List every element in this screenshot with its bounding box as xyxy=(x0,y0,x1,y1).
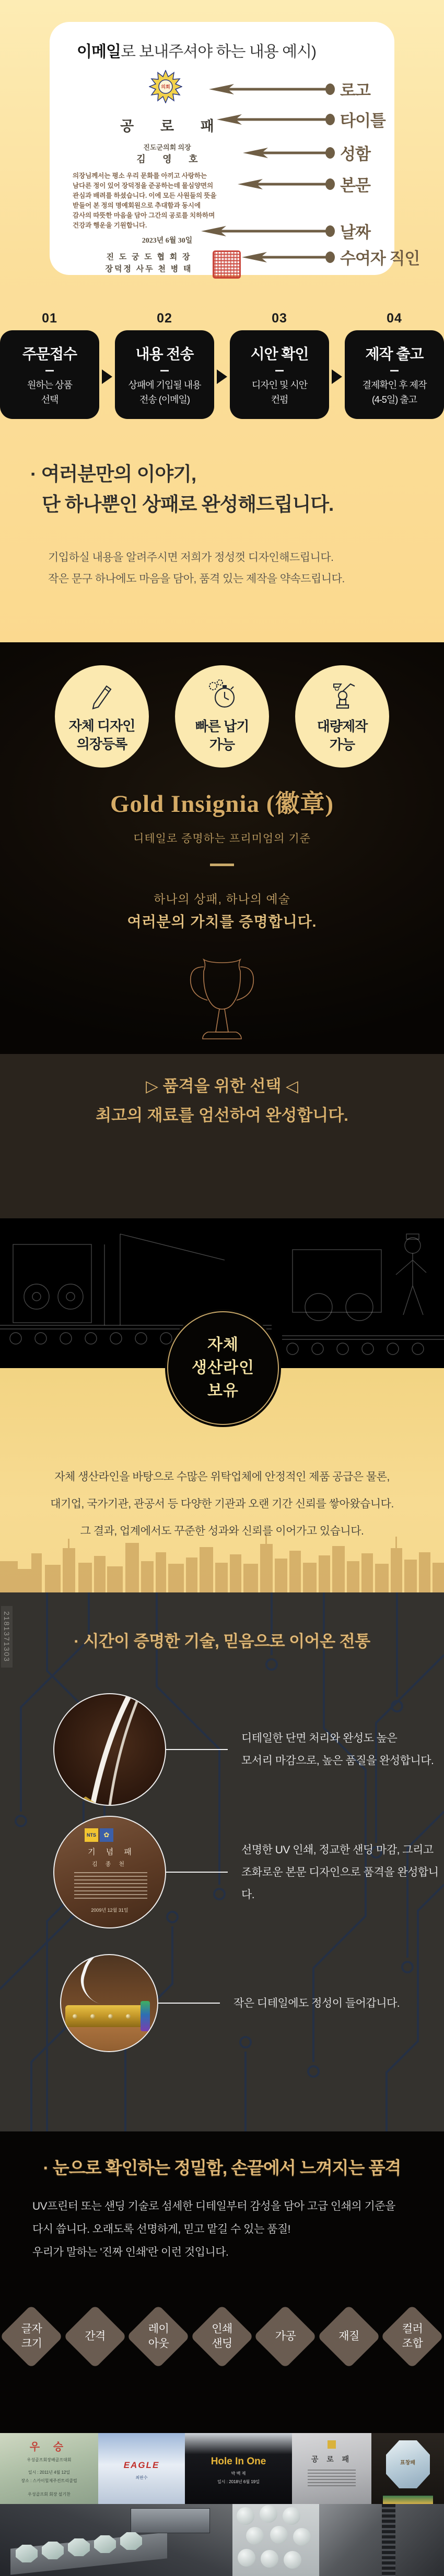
diamond-label: 글자 xyxy=(21,2323,42,2335)
machine-photo-row xyxy=(0,2504,444,2576)
hero-tagline2: 여러분의 가치를 증명합니다. xyxy=(127,914,317,930)
step-arrow xyxy=(329,332,345,421)
diamond-layout xyxy=(127,2297,190,2376)
photo-text: EAGLE xyxy=(123,2460,160,2470)
tradition-heading: · 시간이 증명한 기술, 믿음으로 이어온 전통 xyxy=(74,1632,370,1650)
engraved-lines xyxy=(292,2467,371,2488)
diamond-processing xyxy=(254,2297,317,2376)
connector-line xyxy=(166,1872,228,1873)
step-number: 04 xyxy=(387,311,402,326)
step-number: 02 xyxy=(157,311,172,326)
feature-text-line: 모서리 마감으로, 높은 품질을 완성합니다. xyxy=(241,1755,434,1767)
feature-row-uv-print xyxy=(0,1816,444,1928)
photo-plaque-date: 2009년 12월 31일 xyxy=(91,1908,128,1913)
acrylic-disc xyxy=(270,2526,288,2544)
diamond-label: 샌딩 xyxy=(212,2338,232,2350)
feature-text-line: 선명한 UV 인쇄, 정교한 샌딩 마감, 그리고 xyxy=(241,1843,434,1856)
diamond-label: 인쇄 xyxy=(212,2323,232,2335)
acrylic-disc xyxy=(284,2551,301,2569)
feature-text-line: 조화로운 본문 디자인으로 품격을 완성합니다. xyxy=(241,1866,439,1901)
left-arrow-icon xyxy=(201,225,336,237)
photo-text: 장소 : 스카이힐제주컨트리클럽 xyxy=(21,2478,77,2483)
step-desc-line: 디자인 및 시안 xyxy=(251,380,308,390)
issuer-line1: 진 도 궁 도 협 회 장 xyxy=(106,253,192,261)
photo-cutting-machine xyxy=(319,2504,444,2576)
promise-body xyxy=(48,547,345,590)
annotation-label: 날짜 xyxy=(340,223,370,242)
diamond-font-size xyxy=(0,2297,63,2376)
step-desc xyxy=(363,378,427,407)
step-desc-line: 원하는 상품 xyxy=(27,380,72,390)
quality-body-line: 다시 씁니다. 오래도록 선명하게, 믿고 맡길 수 있는 품질! xyxy=(32,2223,290,2235)
annotation-label: 성함 xyxy=(340,145,370,163)
plaque-body-line: 받들어 본 정의 명예회원으로 추대함과 동시에 xyxy=(73,202,201,209)
photo-eagle-crystal xyxy=(98,2433,185,2504)
step-1 xyxy=(0,311,99,419)
quality-body-line: 우리가 말하는 '진짜 인쇄'란 이런 것입니다. xyxy=(32,2246,229,2258)
production-section xyxy=(0,1218,444,1592)
quality-section xyxy=(0,2131,444,2576)
photo-uv-printer xyxy=(0,2504,232,2576)
step-divider xyxy=(390,370,399,372)
step-title: 주문접수 xyxy=(22,346,77,362)
step-number: 03 xyxy=(272,311,287,326)
card-title-bold: 이메일 xyxy=(77,43,121,61)
issuer-line2: 장덕정 사두 천 병 태 xyxy=(105,265,193,273)
left-arrow-icon xyxy=(238,178,336,190)
photo-text: 우성골프회 회장 설기찬 xyxy=(28,2492,71,2497)
photo-text: 우성골프회장배골프대회 xyxy=(27,2458,72,2462)
annotation-label: 타이틀 xyxy=(340,112,385,130)
plaque-recipient-name: 김 영 호 xyxy=(136,154,205,164)
promise-heading-line2: 단 하나뿐인 상패로 완성해드립니다. xyxy=(42,494,334,515)
production-badge xyxy=(167,1311,279,1425)
acrylic-disc xyxy=(237,2507,254,2525)
right-triangle-icon xyxy=(102,369,112,384)
badge-fast-delivery xyxy=(175,665,269,768)
annotation-stamp xyxy=(242,245,419,269)
diamond-print-sanding xyxy=(191,2297,254,2376)
step-desc-line: 결제확인 후 제작 xyxy=(362,380,427,390)
left-arrow-icon xyxy=(242,251,336,263)
plaque-logos xyxy=(85,1828,113,1842)
red-seal-stamp-icon xyxy=(213,250,241,279)
gold-base-photo xyxy=(60,1954,158,2052)
left-arrow-icon xyxy=(209,83,336,95)
stopwatch-gears-icon xyxy=(206,679,238,710)
rosette-center-text: 의회 xyxy=(161,84,170,90)
pencil-icon xyxy=(87,679,117,710)
annotation-body xyxy=(238,172,370,196)
step-card xyxy=(115,330,214,419)
step-desc xyxy=(252,378,307,407)
production-badge-line: 보유 xyxy=(207,1382,239,1399)
step-desc xyxy=(128,378,201,407)
photo-text: 공 로 패 xyxy=(311,2455,353,2463)
acrylic-disc xyxy=(246,2527,264,2545)
printer-head xyxy=(131,2508,210,2533)
product-photo-row xyxy=(0,2433,444,2504)
nts-logo: NTS xyxy=(85,1828,98,1842)
photo-metal-plaque xyxy=(292,2433,371,2504)
production-body-line: 그 결과, 업계에서도 꾸준한 성과와 신뢰를 이어가고 있습니다. xyxy=(80,1525,364,1537)
step-title: 제작 출고 xyxy=(365,346,424,362)
feature-row-edge-finish xyxy=(0,1693,444,1806)
glass-disc xyxy=(42,2542,64,2559)
feature-text xyxy=(241,1839,444,1906)
badge-label xyxy=(69,717,135,753)
step-desc-line: (4-5일) 출고 xyxy=(371,394,417,405)
badge-label-line: 자체 디자인 xyxy=(68,718,135,734)
left-arrow-icon xyxy=(243,147,336,159)
badge-label-line: 가능 xyxy=(209,737,235,752)
materials-line2: 최고의 재료를 엄선하여 완성합니다. xyxy=(96,1106,348,1124)
diamond-label: 레이 xyxy=(148,2323,169,2335)
production-body-line: 대기업, 국가기관, 관공서 등 다양한 기관과 오랜 기간 신뢰를 쌓아왔습니다. xyxy=(50,1498,394,1510)
photo-text: 표창패 xyxy=(400,2460,415,2466)
acrylic-disc xyxy=(260,2505,277,2523)
photo-hole-in-one xyxy=(185,2433,292,2504)
acrylic-disc xyxy=(261,2550,278,2568)
step-divider xyxy=(275,370,284,372)
badge-label xyxy=(317,717,367,754)
trophy-outline-icon xyxy=(178,955,266,1047)
diamond-label: 가공 xyxy=(275,2330,296,2342)
materials-section xyxy=(0,1054,444,1218)
step-arrow xyxy=(99,332,115,421)
card-title xyxy=(77,39,316,62)
email-guide-section xyxy=(0,0,444,642)
trophy-base xyxy=(383,2496,433,2504)
promise-body-line2: 작은 문구 하나에도 마음을 담아, 품격 있는 제작을 약속드립니다. xyxy=(48,573,345,585)
robot-arm-icon xyxy=(326,679,358,710)
gold-mark xyxy=(328,2440,336,2449)
diamond-label: 컬러 xyxy=(402,2323,423,2335)
badge-label-line: 의장등록 xyxy=(76,736,127,752)
annotation-name xyxy=(243,141,370,164)
right-triangle-icon xyxy=(217,369,227,384)
stock-watermark: 2181371303 xyxy=(1,1606,13,1668)
step-card xyxy=(0,330,99,419)
step-title: 시안 확인 xyxy=(250,346,309,362)
diamond-material xyxy=(318,2297,381,2376)
annotation-date xyxy=(201,219,370,243)
promise-heading-line1: · 여러분만의 이야기, xyxy=(30,463,196,485)
brand-subtitle: 디테일로 증명하는 프리미엄의 기준 xyxy=(133,833,311,845)
annotation-label: 수여자 직인 xyxy=(340,249,420,268)
plaque-title: 공 로 패 xyxy=(120,118,226,134)
photo-plaque-title: 기 념 패 xyxy=(88,1848,136,1856)
badge-label-line: 빠른 납기 xyxy=(195,718,249,734)
photo-text: 일시 : 2011년 4월 12일 xyxy=(28,2470,71,2475)
annotation-logo xyxy=(209,77,370,101)
connector-line xyxy=(166,1749,228,1750)
photo-text: 박 백 제 xyxy=(231,2471,246,2476)
quality-heading: · 눈으로 확인하는 정밀함, 손끝에서 느껴지는 품격 xyxy=(43,2158,401,2177)
production-badge-line: 생산라인 xyxy=(192,1359,254,1376)
edge-closeup-photo xyxy=(53,1693,166,1806)
quality-body-line: UV프린터 또는 샌딩 기술로 섬세한 디테일부터 감성을 담아 고급 인쇄의 기준을 xyxy=(32,2200,395,2212)
production-body xyxy=(0,1464,444,1545)
capability-badges xyxy=(0,665,444,768)
photo-plaque-bodylines xyxy=(74,1872,147,1901)
right-triangle-icon xyxy=(332,369,342,384)
photo-acrylic-discs xyxy=(232,2504,319,2576)
badge-label xyxy=(195,717,249,754)
plaque-body-line: 건강과 행운을 기원합니다. xyxy=(73,222,147,229)
step-desc-line: 상패에 기입될 내용 xyxy=(128,380,201,390)
brand-title: Gold Insignia (徽章) xyxy=(110,790,334,818)
photo-crystal-octagon xyxy=(371,2433,444,2504)
diamond-label: 조합 xyxy=(402,2338,423,2350)
promise-heading xyxy=(30,459,333,520)
diamond-label: 간격 xyxy=(85,2330,106,2342)
plaque-body-line: 관심과 배려를 하셨습니다. 이에 모든 사원들의 뜻을 xyxy=(73,192,217,199)
plaque-body-line: 의장님께서는 평소 우리 문화를 아끼고 사랑하는 xyxy=(73,172,207,179)
step-card xyxy=(230,330,329,419)
card-title-rest: 로 보내주셔야 하는 내용 예시) xyxy=(120,43,317,61)
plaque-body-line: 감사의 따뜻한 마음을 담아 그간의 공로를 치하하며 xyxy=(73,212,215,219)
diamond-label: 아웃 xyxy=(148,2338,169,2350)
photo-text: 우 승 xyxy=(29,2441,69,2453)
step-number: 01 xyxy=(42,311,57,326)
feature-text-line: 디테일한 단면 처리와 완성도 높은 xyxy=(241,1732,398,1744)
step-4 xyxy=(345,311,444,419)
materials-line1: ▷ 품격을 위한 선택 ◁ xyxy=(146,1077,298,1095)
glass-disc xyxy=(120,2532,142,2550)
connector-line xyxy=(158,2003,220,2004)
annotation-label: 로고 xyxy=(340,81,370,100)
photo-text: Hole In One xyxy=(211,2456,266,2467)
tradition-section xyxy=(0,1592,444,2131)
acrylic-disc xyxy=(293,2528,311,2546)
glass-disc xyxy=(16,2545,38,2562)
annotation-label: 본문 xyxy=(340,176,370,195)
photo-golf-trophy xyxy=(0,2433,98,2504)
diamond-label: 크기 xyxy=(21,2338,42,2350)
feature-row-small-detail xyxy=(0,1954,444,2052)
step-desc-line: 선택 xyxy=(41,394,59,405)
photo-text: 최판수 xyxy=(135,2475,148,2480)
step-divider xyxy=(45,370,54,372)
diamond-label: 재질 xyxy=(338,2330,359,2342)
diamond-spacing xyxy=(64,2297,127,2376)
badge-label-line: 가능 xyxy=(329,737,355,752)
step-divider xyxy=(160,370,169,372)
email-example-card xyxy=(50,22,420,275)
photo-plaque-name: 김 종 천 xyxy=(92,1861,127,1867)
flower-logo-icon: ✿ xyxy=(100,1828,113,1842)
order-steps xyxy=(0,311,444,421)
quality-body xyxy=(32,2195,395,2264)
annotation-title xyxy=(217,107,385,131)
plaque-recipient-org: 진도군의회 의장 xyxy=(143,143,191,151)
plaque-issuer xyxy=(86,251,212,275)
step-arrow xyxy=(214,332,230,421)
step-3 xyxy=(230,311,329,419)
glass-disc xyxy=(94,2535,116,2553)
step-title: 내용 전송 xyxy=(135,346,194,362)
badge-label-line: 대량제작 xyxy=(317,718,368,734)
feature-text xyxy=(233,1992,400,2015)
council-rosette-logo-icon xyxy=(149,70,182,103)
iridescent-cap xyxy=(141,2001,150,2031)
step-card xyxy=(345,330,444,419)
quality-diamonds xyxy=(0,2297,444,2376)
step-desc-line: 컨펌 xyxy=(271,394,288,405)
step-desc-line: 전송 (이메일) xyxy=(139,394,190,405)
left-arrow-icon xyxy=(217,114,336,125)
production-badge-line: 자체 xyxy=(207,1336,239,1353)
feature-text-line: 작은 디테일에도 정성이 들어갑니다. xyxy=(233,1997,400,2009)
step-desc xyxy=(27,378,72,407)
photo-text: 일시 : 2018년 6월 19일 xyxy=(217,2479,260,2484)
step-2 xyxy=(115,311,214,419)
gold-divider xyxy=(210,864,234,866)
acrylic-disc xyxy=(238,2549,255,2567)
glass-disc xyxy=(68,2538,90,2556)
plaque-body-line: 남다른 정이 있어 장덕정을 준공하는데 물심양면의 xyxy=(73,182,214,189)
acrylic-disc xyxy=(283,2507,300,2525)
badge-own-design xyxy=(55,665,149,768)
brand-hero-section xyxy=(0,642,444,1054)
production-body-line: 자체 생산라인을 바탕으로 수많은 위탁업체에 안정적인 제품 공급은 물론, xyxy=(54,1471,390,1483)
promise-body-line1: 기입하실 내용을 알려주시면 저희가 정성껏 디자인해드립니다. xyxy=(48,552,334,564)
badge-mass-production xyxy=(295,665,389,768)
machine-rail xyxy=(382,2504,395,2576)
plaque-date: 2023년 6월 30일 xyxy=(142,237,193,245)
plaque-print-photo xyxy=(53,1816,166,1928)
feature-text xyxy=(241,1727,434,1772)
diamond-color-combo xyxy=(381,2297,444,2376)
hero-tagline1: 하나의 상패, 하나의 예술 xyxy=(154,892,290,906)
